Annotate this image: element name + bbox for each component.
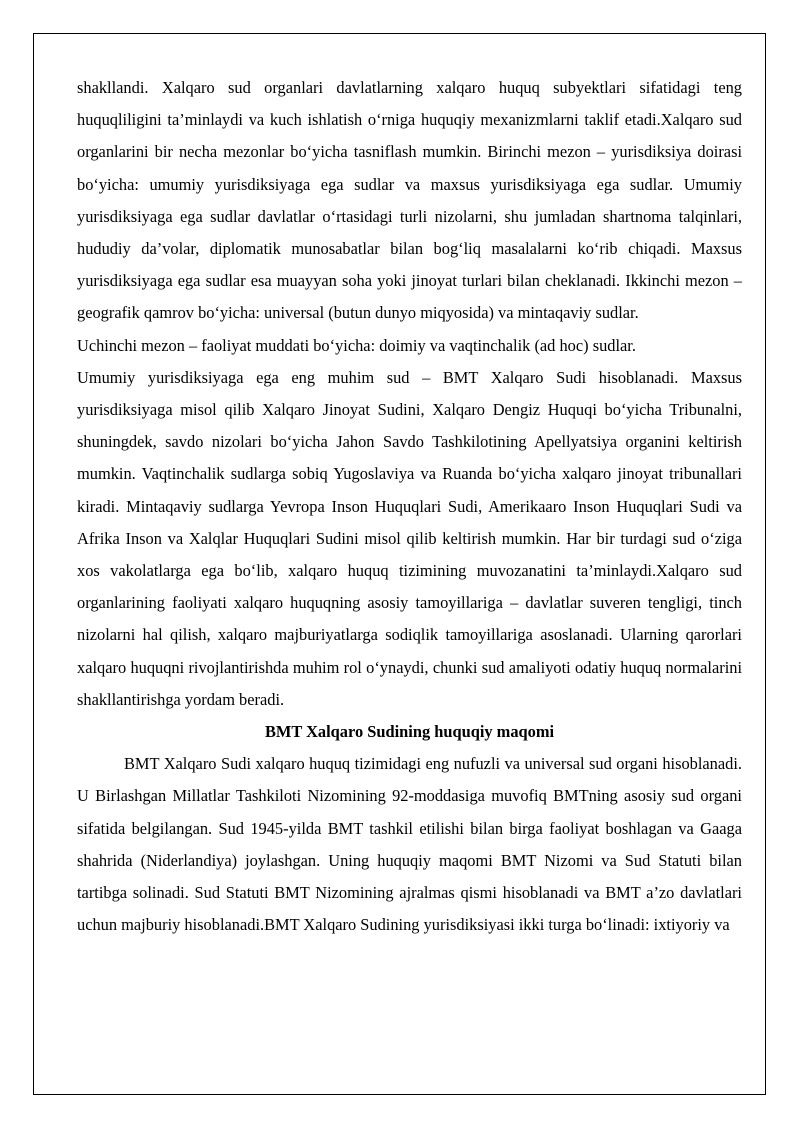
document-body <box>77 72 742 941</box>
paragraph: shakllandi. Xalqaro sud organlari davlatlarning xalqaro huquq subyektlari sifatidagi teng huquqliligini ta’minlaydi va kuch ishlatish o‘rniga huquqiy mexanizmlarni taklif etadi.Xalqaro sud organlarini bir necha mezonlar bo‘yicha tasniflash mumkin. Birinchi mezon – yurisdiksiya doirasi bo‘yicha: umumiy yurisdiksiyaga ega sudlar va maxsus yurisdiksiyaga ega sudlar. Umumiy yurisdiksiyaga ega sudlar davlatlar o‘rtasidagi turli nizolarni, shu jumladan shartnoma talqinlari, hududiy da’volar, diplomatik munosabatlar bilan bog‘liq masalalarni ko‘rib chiqadi. Maxsus yurisdiksiyaga ega sudlar esa muayyan soha yoki jinoyat turlari bilan cheklanadi. Ikkinchi mezon – geografik qamrov bo‘yicha: universal (butun dunyo miqyosida) va mintaqaviy sudlar. <box>77 78 742 323</box>
paragraph: BMT Xalqaro Sudi xalqaro huquq tizimidagi eng nufuzli va universal sud organi hisoblanadi. U Birlashgan Millatlar Tashkiloti Nizomining 92-moddasiga muvofiq BMTning asosiy sud organi sifatida belgilangan. Sud 1945-yilda BMT tashkil etilishi bilan birga faoliyat boshlagan va Gaaga shahrida (Niderlandiya) joylashgan. Uning huquqiy maqomi BMT Nizomi va Sud Statuti bilan tartibga solinadi. Sud Statuti BMT Nizomining ajralmas qismi hisoblanadi va BMT a’zo davlatlari uchun majburiy hisoblanadi.BMT Xalqaro Sudining yurisdiksiyasi ikki turga bo‘linadi: ixtiyoriy va <box>77 754 742 935</box>
paragraph: Umumiy yurisdiksiyaga ega eng muhim sud – BMT Xalqaro Sudi hisoblanadi. Maxsus yurisdiksiyaga misol qilib Xalqaro Jinoyat Sudini, Xalqaro Dengiz Huquqi bo‘yicha Tribunalni, shuningdek, savdo nizolari bo‘yicha Jahon Savdo Tashkilotining Apellyatsiya organini keltirish mumkin. Vaqtinchalik sudlarga sobiq Yugoslaviya va Ruanda bo‘yicha xalqaro jinoyat tribunallari kiradi. Mintaqaviy sudlarga Yevropa Inson Huquqlari Sudi, Amerikaaro Inson Huquqlari Sudi va Afrika Inson va Xalqlar Huquqlari Sudini misol qilib keltirish mumkin. Har bir turdagi sud o‘ziga xos vakolatlarga ega bo‘lib, xalqaro huquq tizimining muvozanatini ta’minlaydi.Xalqaro sud organlarining faoliyati xalqaro huquqning asosiy tamoyillariga – davlatlar suveren tengligi, tinch nizolarni hal qilish, xalqaro majburiyatlarga sodiqlik tamoyillariga asoslanadi. Ularning qarorlari xalqaro huquqni rivojlantirishda muhim rol o‘ynaydi, chunki sud amaliyoti odatiy huquq normalarini shakllantirishga yordam beradi. <box>77 367 742 709</box>
section-heading: BMT Xalqaro Sudining huquqiy maqomi <box>264 722 555 742</box>
paragraph: Uchinchi mezon – faoliyat muddati bo‘yicha: doimiy va vaqtinchalik (ad hoc) sudlar. <box>77 335 636 355</box>
